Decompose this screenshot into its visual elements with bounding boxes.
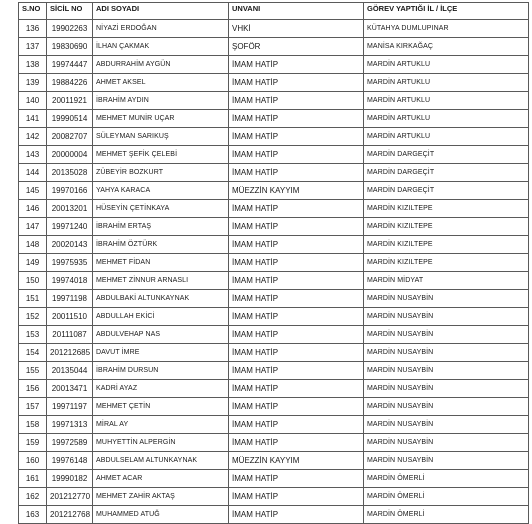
no-cell: 139 (19, 74, 47, 92)
location-cell: MARDİN NUSAYBİN (364, 290, 529, 308)
sicil-no-cell: 19830690 (47, 38, 93, 56)
no-cell: 148 (19, 236, 47, 254)
no-cell: 162 (19, 488, 47, 506)
title-cell: İMAM HATİP (229, 74, 364, 92)
no-cell: 153 (19, 326, 47, 344)
location-cell: MARDİN ÖMERLİ (364, 470, 529, 488)
no-cell: 143 (19, 146, 47, 164)
no-cell: 137 (19, 38, 47, 56)
title-cell: İMAM HATİP (229, 416, 364, 434)
name-cell: MEHMET ZİNNUR ARNASLI (93, 272, 229, 290)
location-cell: MARDİN KIZILTEPE (364, 218, 529, 236)
location-cell: MARDİN ARTUKLU (364, 74, 529, 92)
name-cell: MEHMET ŞEFİK ÇELEBİ (93, 146, 229, 164)
name-cell: İBRAHİM ERTAŞ (93, 218, 229, 236)
title-cell: ŞOFÖR (229, 38, 364, 56)
sicil-no-cell: 20135044 (47, 362, 93, 380)
table-row (19, 74, 529, 92)
sicil-no-cell: 19902263 (47, 20, 93, 38)
sicil-no-cell: 19971240 (47, 218, 93, 236)
title-cell: İMAM HATİP (229, 218, 364, 236)
name-cell: MEHMET FİDAN (93, 254, 229, 272)
table-row (19, 344, 529, 362)
sicil-no-cell: 19990182 (47, 470, 93, 488)
sicil-no-cell: 20020143 (47, 236, 93, 254)
no-cell: 156 (19, 380, 47, 398)
title-cell: MÜEZZİN KAYYIM (229, 452, 364, 470)
sicil-no-cell: 201212770 (47, 488, 93, 506)
sicil-no-cell: 20000004 (47, 146, 93, 164)
title-cell: İMAM HATİP (229, 128, 364, 146)
no-cell: 160 (19, 452, 47, 470)
location-cell: MARDİN ÖMERLİ (364, 506, 529, 524)
table-row (19, 236, 529, 254)
table-row (19, 308, 529, 326)
title-cell: İMAM HATİP (229, 164, 364, 182)
table-row (19, 434, 529, 452)
table-row (19, 254, 529, 272)
location-cell: MARDİN NUSAYBİN (364, 344, 529, 362)
location-cell: MARDİN ARTUKLU (364, 92, 529, 110)
sicil-no-cell: 19974018 (47, 272, 93, 290)
title-cell: İMAM HATİP (229, 470, 364, 488)
location-cell: KÜTAHYA DUMLUPINAR (364, 20, 529, 38)
name-cell: ABDULSELAM ALTUNKAYNAK (93, 452, 229, 470)
title-cell: İMAM HATİP (229, 380, 364, 398)
table-row (19, 362, 529, 380)
table-row (19, 272, 529, 290)
location-cell: MARDİN DARGEÇİT (364, 182, 529, 200)
title-cell: İMAM HATİP (229, 344, 364, 362)
name-cell: AHMET ACAR (93, 470, 229, 488)
name-cell: KADRİ AYAZ (93, 380, 229, 398)
sicil-no-cell: 19971313 (47, 416, 93, 434)
name-cell: YAHYA KARACA (93, 182, 229, 200)
header-sicil: SİCİL NO (47, 3, 93, 20)
location-cell: MARDİN NUSAYBİN (364, 452, 529, 470)
sicil-no-cell: 201212685 (47, 344, 93, 362)
table-body (19, 20, 529, 524)
no-cell: 141 (19, 110, 47, 128)
table-row (19, 470, 529, 488)
title-cell: İMAM HATİP (229, 506, 364, 524)
sicil-no-cell: 19884226 (47, 74, 93, 92)
table-row (19, 416, 529, 434)
name-cell: MEHMET ZAHİR AKTAŞ (93, 488, 229, 506)
table-row (19, 326, 529, 344)
name-cell: MUHYETTİN ALPERGİN (93, 434, 229, 452)
table-row (19, 218, 529, 236)
title-cell: İMAM HATİP (229, 254, 364, 272)
sicil-no-cell: 20013201 (47, 200, 93, 218)
location-cell: MARDİN DARGEÇİT (364, 164, 529, 182)
name-cell: ABDULLAH EKİCİ (93, 308, 229, 326)
title-cell: İMAM HATİP (229, 92, 364, 110)
table-row (19, 182, 529, 200)
location-cell: MARDİN ARTUKLU (364, 56, 529, 74)
sicil-no-cell: 20011921 (47, 92, 93, 110)
name-cell: DAVUT İMRE (93, 344, 229, 362)
location-cell: MARDİN KIZILTEPE (364, 236, 529, 254)
location-cell: MANİSA KIRKAĞAÇ (364, 38, 529, 56)
title-cell: İMAM HATİP (229, 110, 364, 128)
no-cell: 159 (19, 434, 47, 452)
sicil-no-cell: 201212768 (47, 506, 93, 524)
name-cell: ZÜBEYİR BOZKURT (93, 164, 229, 182)
location-cell: MARDİN ARTUKLU (364, 128, 529, 146)
table-row (19, 146, 529, 164)
header-row (19, 3, 529, 20)
title-cell: İMAM HATİP (229, 488, 364, 506)
location-cell: MARDİN KIZILTEPE (364, 254, 529, 272)
sicil-no-cell: 19970166 (47, 182, 93, 200)
name-cell: İBRAHİM ÖZTÜRK (93, 236, 229, 254)
location-cell: MARDİN NUSAYBİN (364, 380, 529, 398)
table-row (19, 110, 529, 128)
table-row (19, 164, 529, 182)
table-row (19, 38, 529, 56)
name-cell: SÜLEYMAN SARIKUŞ (93, 128, 229, 146)
name-cell: MEHMET ÇETİN (93, 398, 229, 416)
title-cell: İMAM HATİP (229, 146, 364, 164)
no-cell: 157 (19, 398, 47, 416)
table-row (19, 20, 529, 38)
location-cell: MARDİN NUSAYBİN (364, 326, 529, 344)
sicil-no-cell: 19974447 (47, 56, 93, 74)
personnel-table (18, 2, 529, 524)
no-cell: 138 (19, 56, 47, 74)
no-cell: 142 (19, 128, 47, 146)
table-row (19, 452, 529, 470)
location-cell: MARDİN NUSAYBİN (364, 416, 529, 434)
table-row (19, 290, 529, 308)
table-row (19, 398, 529, 416)
sicil-no-cell: 20135028 (47, 164, 93, 182)
location-cell: MARDİN KIZILTEPE (364, 200, 529, 218)
title-cell: İMAM HATİP (229, 308, 364, 326)
location-cell: MARDİN NUSAYBİN (364, 362, 529, 380)
location-cell: MARDİN ARTUKLU (364, 110, 529, 128)
name-cell: NİYAZİ ERDOĞAN (93, 20, 229, 38)
sicil-no-cell: 19975935 (47, 254, 93, 272)
name-cell: İLHAN ÇAKMAK (93, 38, 229, 56)
table-row (19, 128, 529, 146)
name-cell: MEHMET MUNİR UÇAR (93, 110, 229, 128)
no-cell: 154 (19, 344, 47, 362)
name-cell: ABDULBAKİ ALTUNKAYNAK (93, 290, 229, 308)
title-cell: İMAM HATİP (229, 398, 364, 416)
no-cell: 155 (19, 362, 47, 380)
header-name: ADI SOYADI (93, 3, 229, 20)
no-cell: 144 (19, 164, 47, 182)
header-gorev: GÖREV YAPTIĞI İL / İLÇE (364, 3, 529, 20)
no-cell: 152 (19, 308, 47, 326)
title-cell: İMAM HATİP (229, 362, 364, 380)
location-cell: MARDİN NUSAYBİN (364, 308, 529, 326)
no-cell: 150 (19, 272, 47, 290)
no-cell: 146 (19, 200, 47, 218)
sicil-no-cell: 20111087 (47, 326, 93, 344)
no-cell: 149 (19, 254, 47, 272)
sicil-no-cell: 19990514 (47, 110, 93, 128)
title-cell: MÜEZZİN KAYYIM (229, 182, 364, 200)
name-cell: İBRAHİM DURSUN (93, 362, 229, 380)
sicil-no-cell: 19971197 (47, 398, 93, 416)
name-cell: MUHAMMED ATUĞ (93, 506, 229, 524)
location-cell: MARDİN NUSAYBİN (364, 398, 529, 416)
table-row (19, 92, 529, 110)
sicil-no-cell: 20013471 (47, 380, 93, 398)
sicil-no-cell: 20082707 (47, 128, 93, 146)
title-cell: İMAM HATİP (229, 434, 364, 452)
header-no: S.NO (19, 3, 47, 20)
location-cell: MARDİN DARGEÇİT (364, 146, 529, 164)
title-cell: İMAM HATİP (229, 236, 364, 254)
name-cell: MİRAL AY (93, 416, 229, 434)
name-cell: ABDULVEHAP NAS (93, 326, 229, 344)
no-cell: 140 (19, 92, 47, 110)
name-cell: AHMET AKSEL (93, 74, 229, 92)
name-cell: HÜSEYİN ÇETİNKAYA (93, 200, 229, 218)
sicil-no-cell: 19972589 (47, 434, 93, 452)
location-cell: MARDİN NUSAYBİN (364, 434, 529, 452)
title-cell: İMAM HATİP (229, 200, 364, 218)
table-row (19, 56, 529, 74)
title-cell: İMAM HATİP (229, 272, 364, 290)
table-row (19, 380, 529, 398)
name-cell: İBRAHİM AYDIN (93, 92, 229, 110)
sicil-no-cell: 19976148 (47, 452, 93, 470)
title-cell: İMAM HATİP (229, 290, 364, 308)
table-row (19, 506, 529, 524)
no-cell: 161 (19, 470, 47, 488)
no-cell: 158 (19, 416, 47, 434)
location-cell: MARDİN MİDYAT (364, 272, 529, 290)
table-row (19, 200, 529, 218)
title-cell: VHKİ (229, 20, 364, 38)
no-cell: 147 (19, 218, 47, 236)
no-cell: 151 (19, 290, 47, 308)
title-cell: İMAM HATİP (229, 326, 364, 344)
no-cell: 136 (19, 20, 47, 38)
header-unvan: UNVANI (229, 3, 364, 20)
no-cell: 163 (19, 506, 47, 524)
name-cell: ABDURRAHİM AYGÜN (93, 56, 229, 74)
sicil-no-cell: 20011510 (47, 308, 93, 326)
location-cell: MARDİN ÖMERLİ (364, 488, 529, 506)
title-cell: İMAM HATİP (229, 56, 364, 74)
sicil-no-cell: 19971198 (47, 290, 93, 308)
no-cell: 145 (19, 182, 47, 200)
table-row (19, 488, 529, 506)
